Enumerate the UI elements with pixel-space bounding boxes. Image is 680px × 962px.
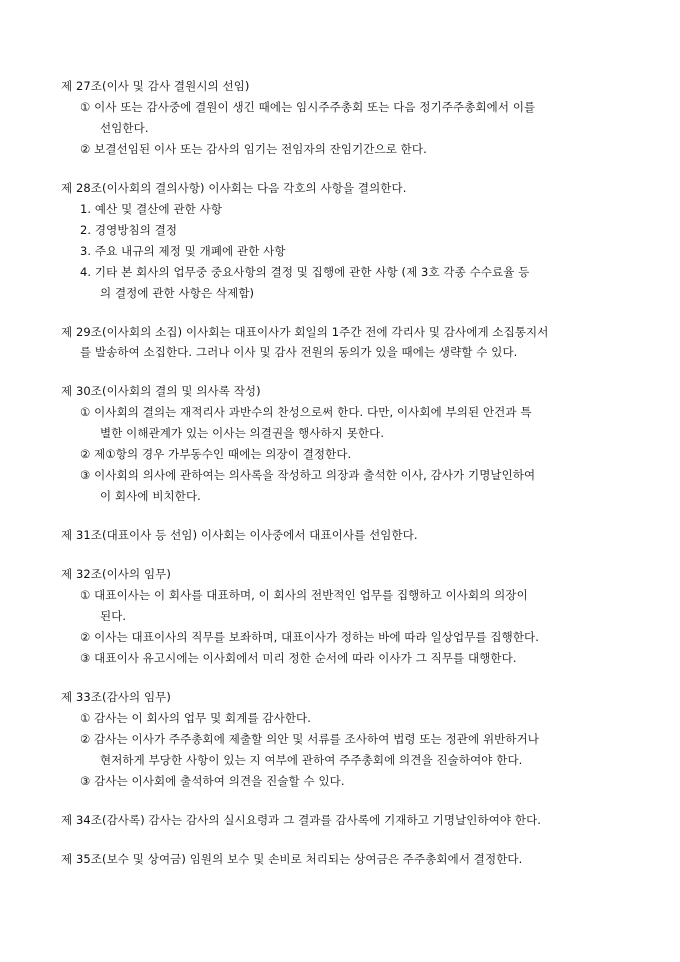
article-line: 4. 기타 본 회사의 업무중 중요사항의 결정 및 집행에 관한 사항 (제 3호 각종 수수료율 등: [80, 265, 530, 279]
article-heading: 제 33조(감사의 임무): [61, 690, 171, 704]
article-heading: 제 30조(이사회의 결의 및 의사록 작성): [61, 384, 261, 398]
article-line: 3. 주요 내규의 제정 및 개폐에 관한 사항: [80, 244, 286, 258]
article-line: ② 제①항의 경우 가부동수인 때에는 의장이 결정한다.: [80, 447, 352, 461]
article-line: 현저하게 부당한 사항이 있는 지 여부에 관하여 주주총회에 의견을 진술하여야 한다.: [100, 753, 523, 767]
article-heading: 제 31조(대표이사 등 선임) 이사회는 이사중에서 대표이사를 선임한다.: [61, 528, 418, 542]
article-line: 의 결정에 관한 사항은 삭제함): [100, 286, 255, 300]
article-line: ② 감사는 이사가 주주총회에 제출할 의안 및 서류를 조사하여 법령 또는 정관에 위반하거나: [80, 732, 539, 746]
article-line: 2. 경영방침의 결정: [80, 223, 178, 237]
article-line: ③ 대표이사 유고시에는 이사회에서 미리 정한 순서에 따라 이사가 그 직무를 대행한다.: [80, 651, 517, 665]
article-line: ① 대표이사는 이 회사를 대표하며, 이 회사의 전반적인 업무를 집행하고 이사회의 의장이: [80, 588, 528, 602]
article-line: 를 발송하여 소집한다. 그러나 이사 및 감사 전원의 동의가 있을 때에는 생략할 수 있다.: [80, 345, 518, 359]
article-line: 이 회사에 비치한다.: [100, 489, 201, 503]
article-line: ① 이사회의 결의는 재적리사 과반수의 찬성으로써 한다. 다만, 이사회에 부의된 안건과 특: [80, 405, 532, 419]
article-heading: 제 29조(이사회의 소집) 이사회는 대표이사가 회일의 1주간 전에 각리사 및 감사에게 소집통지서: [61, 325, 549, 339]
article-line: ③ 감사는 이사회에 출석하여 의견을 진술할 수 있다.: [80, 774, 345, 788]
article-line: ① 감사는 이 회사의 업무 및 회계를 감사한다.: [80, 711, 312, 725]
article-line: 된다.: [100, 609, 127, 623]
article-heading: 제 28조(이사회의 결의사항) 이사회는 다음 각호의 사항을 결의한다.: [61, 181, 407, 195]
article-heading: 제 27조(이사 및 감사 결원시의 선임): [61, 79, 250, 93]
article-line: 1. 예산 및 결산에 관한 사항: [80, 202, 223, 216]
article-line: ② 이사는 대표이사의 직무를 보좌하며, 대표이사가 정하는 바에 따라 일상업무를 집행한다.: [80, 630, 539, 644]
article-heading: 제 34조(감사록) 감사는 감사의 실시요령과 그 결과를 감사록에 기재하고 기명날인하여야 한다.: [61, 813, 542, 827]
article-line: 별한 이해관계가 있는 이사는 의결권을 행사하지 못한다.: [100, 426, 385, 440]
article-line: ② 보결선임된 이사 또는 감사의 임기는 전임자의 잔임기간으로 한다.: [80, 142, 427, 156]
article-heading: 제 32조(이사의 임무): [61, 567, 171, 581]
article-line: 선임한다.: [100, 121, 149, 135]
article-line: ① 이사 또는 감사중에 결원이 생긴 때에는 임시주주총회 또는 다음 정기주주총회에서 이를: [80, 100, 536, 114]
article-heading: 제 35조(보수 및 상여금) 임원의 보수 및 손비로 처리되는 상여금은 주주총회에서 결정한다.: [61, 852, 523, 866]
article-line: ③ 이사회의 의사에 관하여는 의사록을 작성하고 의장과 출석한 이사, 감사가 기명날인하여: [80, 468, 536, 482]
